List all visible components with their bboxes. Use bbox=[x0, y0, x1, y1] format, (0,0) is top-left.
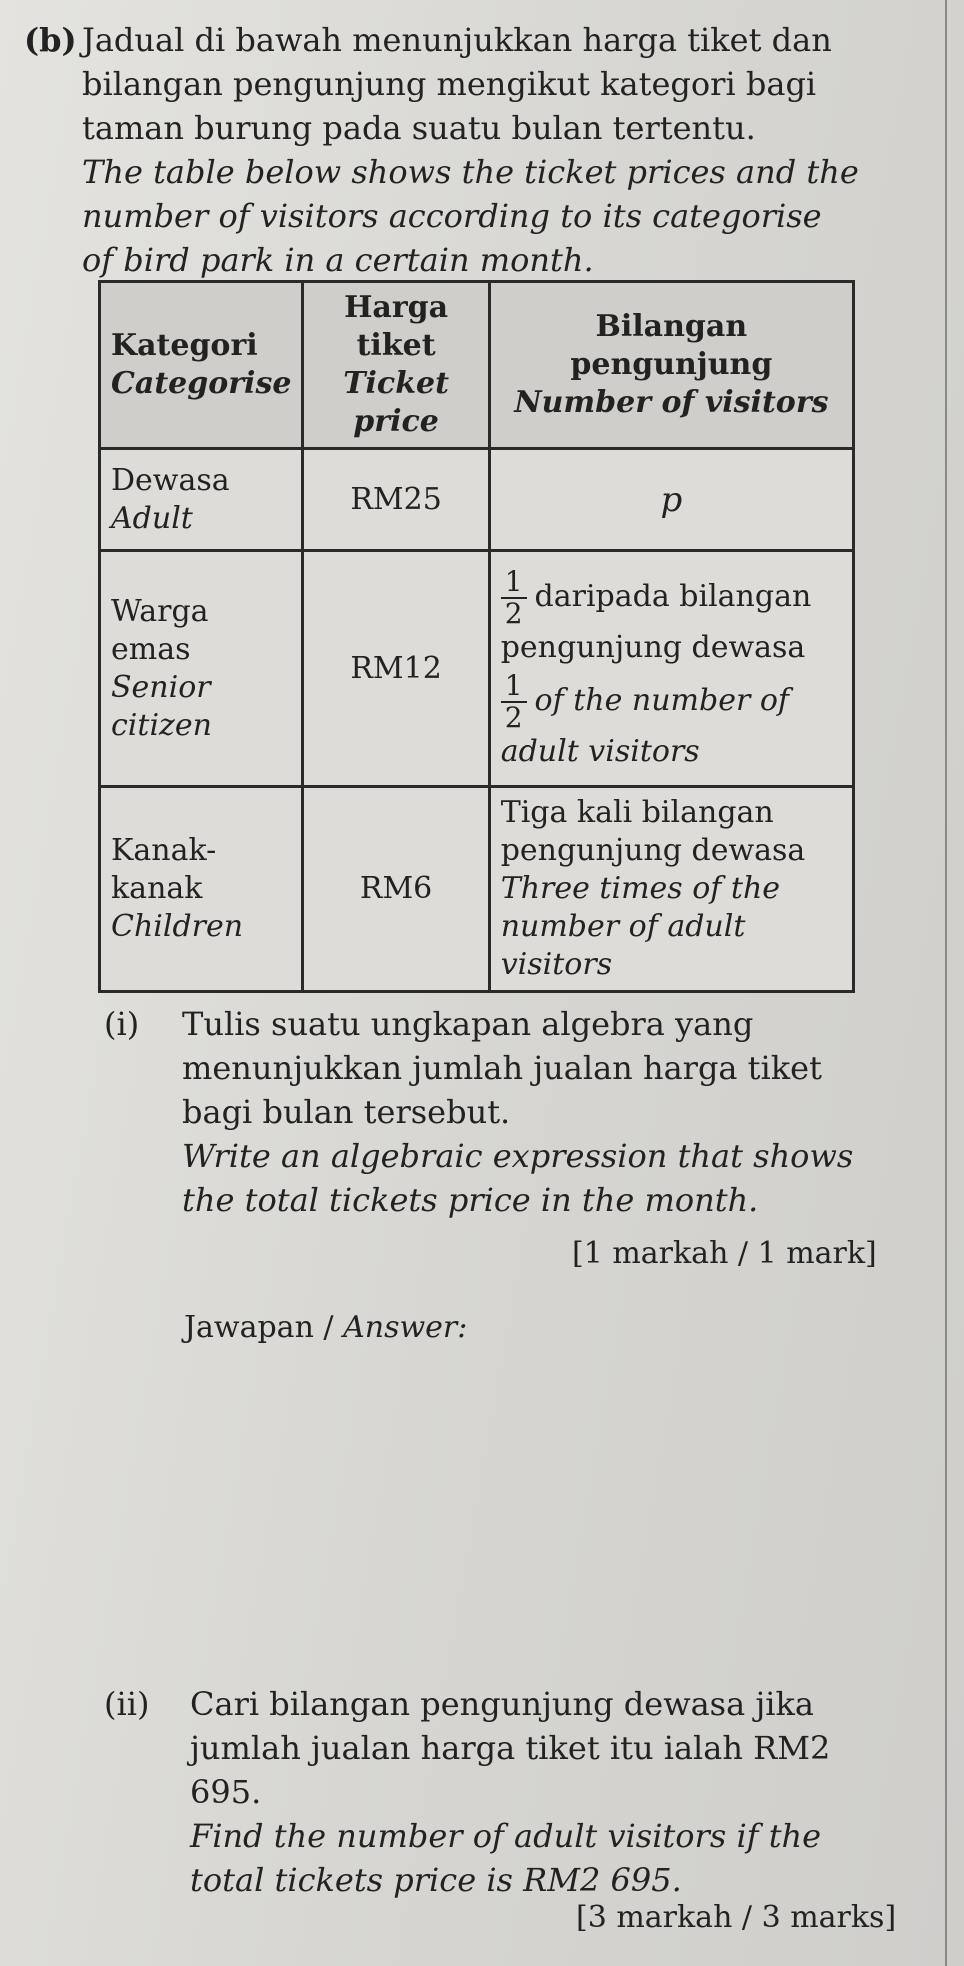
part-i-english: Write an algebraic expression that shows the total tickets price in the month. bbox=[182, 1137, 854, 1219]
table-row-children bbox=[100, 787, 854, 992]
ticket-price-table bbox=[98, 280, 855, 993]
cell-visitors-children: Tiga kali bilangan pengunjung dewasa Three times of the number of adult visitors bbox=[489, 787, 853, 992]
intro-malay: Jadual di bawah menunjukkan harga tiket dan bilangan pengunjung mengikut kategori bagi taman burung pada suatu bulan tertentu. bbox=[82, 21, 832, 147]
cell-price-adult: RM25 bbox=[303, 449, 489, 551]
part-i-malay: Tulis suatu ungkapan algebra yang menunjukkan jumlah jualan harga tiket bagi bulan tersebut. bbox=[182, 1005, 822, 1131]
cell-price-children: RM6 bbox=[303, 787, 489, 992]
part-ii-label: (ii) bbox=[104, 1685, 150, 1723]
cell-category-senior: Warga emas Senior citizen bbox=[100, 551, 303, 787]
cell-category-children: Kanak-kanak Children bbox=[100, 787, 303, 992]
cell-visitors-adult: p bbox=[489, 449, 853, 551]
fraction-half-ms: $\frac{1}{2}$ bbox=[501, 567, 527, 629]
part-i-marks: [1 markah / 1 mark] bbox=[572, 1236, 877, 1271]
question-label: (b) bbox=[24, 21, 77, 59]
table-header-row bbox=[100, 282, 854, 449]
intro-english: The table below shows the ticket prices and the number of visitors according to its categorise of bird park in a certain month. bbox=[82, 153, 859, 279]
fraction-half-en: $\frac{1}{2}$ bbox=[501, 671, 527, 733]
part-ii-question bbox=[104, 1682, 884, 1902]
part-ii-marks: [3 markah / 3 marks] bbox=[576, 1900, 897, 1935]
page-margin-line bbox=[945, 0, 947, 1966]
table-row-senior bbox=[100, 551, 854, 787]
part-ii-malay: Cari bilangan pengunjung dewasa jika jumlah jualan harga tiket itu ialah RM2 695. bbox=[190, 1685, 831, 1811]
question-intro bbox=[24, 18, 864, 282]
cell-visitors-senior: $\frac{1}{2}$ daripada bilangan pengunjung dewasa $\frac{1}{2}$ of the number of adult visitors bbox=[489, 551, 853, 787]
part-i-label: (i) bbox=[104, 1005, 140, 1043]
cell-price-senior: RM12 bbox=[303, 551, 489, 787]
header-ticket-price: Harga tiket Ticket price bbox=[303, 282, 489, 449]
cell-category-adult: Dewasa Adult bbox=[100, 449, 303, 551]
header-number-of-visitors: Bilangan pengunjung Number of visitors bbox=[489, 282, 853, 449]
header-category: Kategori Categorise bbox=[100, 282, 303, 449]
part-ii-english: Find the number of adult visitors if the total tickets price is RM2 695. bbox=[190, 1817, 822, 1899]
part-i-question bbox=[104, 1002, 884, 1222]
answer-label: Jawapan / Answer: bbox=[184, 1310, 468, 1345]
table-row-adult bbox=[100, 449, 854, 551]
